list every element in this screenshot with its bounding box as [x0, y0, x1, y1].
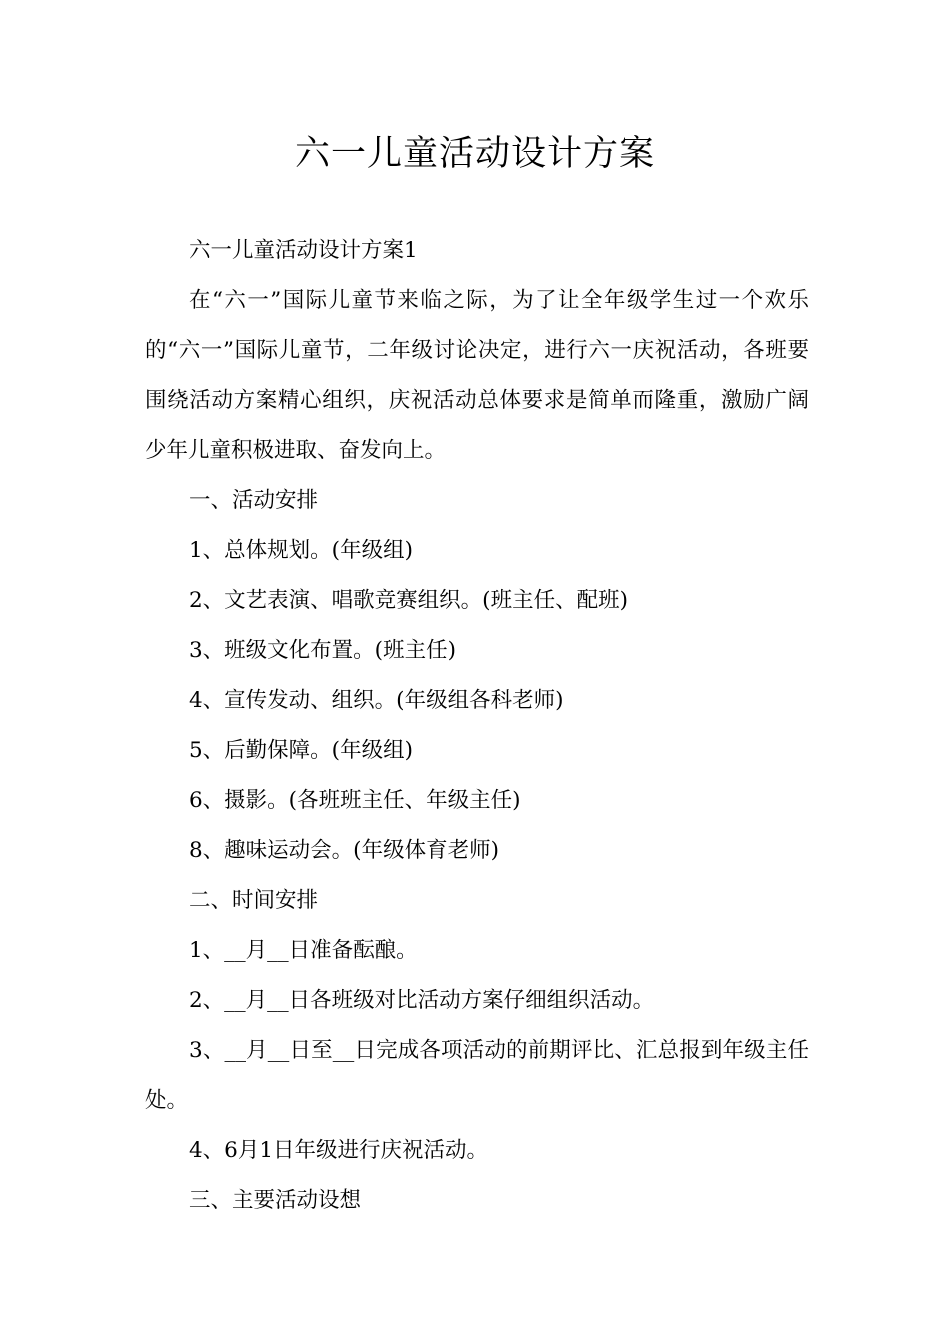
list-item: 3、__月__日至__日完成各项活动的前期评比、汇总报到年级主任处。: [145, 1038, 809, 1113]
section-heading: 六一儿童活动设计方案1: [189, 238, 418, 263]
list-item: 3、班级文化布置。(班主任): [189, 638, 456, 663]
list-item: 2、文艺表演、唱歌竞赛组织。(班主任、配班): [189, 588, 628, 613]
section-heading-main-activities: 三、主要活动设想: [189, 1188, 362, 1213]
list-item: 2、__月__日各班级对比活动方案仔细组织活动。: [189, 988, 655, 1013]
section-heading-time-arrangement: 二、时间安排: [189, 888, 319, 913]
list-item: 1、总体规划。(年级组): [189, 538, 413, 563]
document-title: 六一儿童活动设计方案: [294, 134, 655, 174]
list-item: 1、__月__日准备酝酿。: [189, 938, 418, 963]
list-item: 4、宣传发动、组织。(年级组各科老师): [189, 688, 564, 713]
document-body: [145, 226, 809, 1226]
list-item: 8、趣味运动会。(年级体育老师): [189, 838, 499, 863]
list-item: 4、6月1日年级进行庆祝活动。: [189, 1138, 489, 1163]
list-item: 5、后勤保障。(年级组): [189, 738, 413, 763]
intro-paragraph: 在“六一”国际儿童节来临之际，为了让全年级学生过一个欢乐的“六一”国际儿童节，二年级讨论决定，进行六一庆祝活动，各班要围绕活动方案精心组织，庆祝活动总体要求是简单而隆重，激励广阔少年儿童积极进取、奋发向上。: [145, 288, 809, 463]
list-item: 6、摄影。(各班班主任、年级主任): [189, 788, 521, 813]
section-heading-activity-arrangement: 一、活动安排: [189, 488, 319, 513]
